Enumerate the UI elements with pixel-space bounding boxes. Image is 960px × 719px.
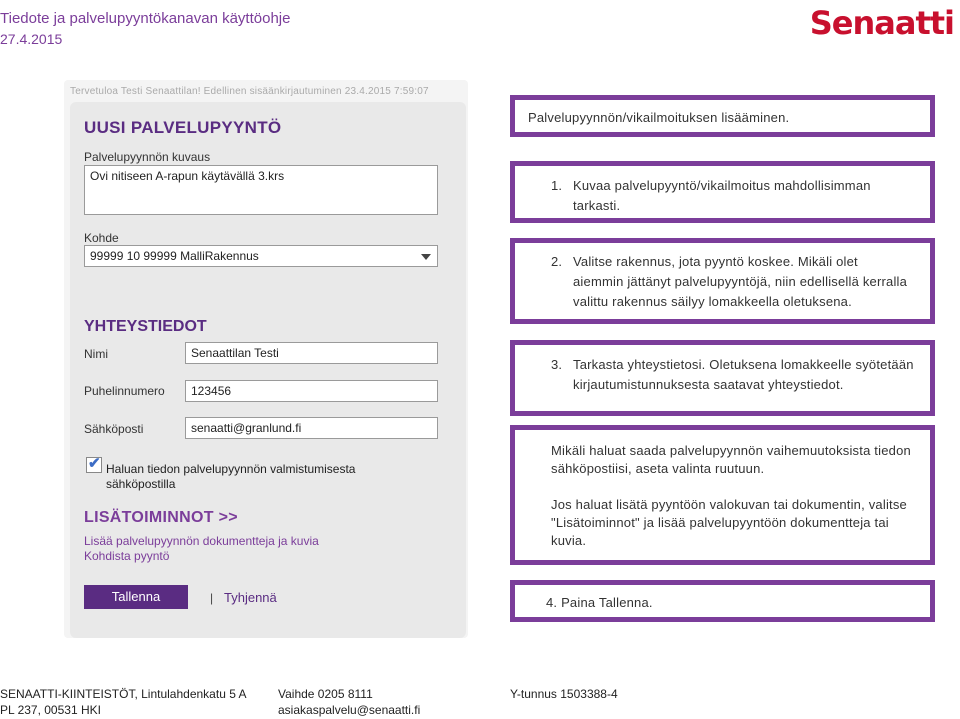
extra-actions-link[interactable]: LISÄTOIMINNOT >> <box>84 509 238 526</box>
step4-text: Paina Tallenna. <box>561 595 653 610</box>
name-label: Nimi <box>84 347 108 361</box>
target-label: Kohde <box>84 231 119 245</box>
document-title: Tiedote ja palvelupyyntökanavan käyttöohje <box>0 10 291 27</box>
step3-number: 3. <box>551 357 563 372</box>
callout-info <box>510 425 935 565</box>
notify-checkbox-label: Haluan tiedon palvelupyynnön valmistumisesta sähköpostilla <box>106 462 356 491</box>
step3-text: Tarkasta yhteystietosi. Oletuksena lomakkeelle syötetään kirjautumistunnuksesta saatavat yhteystiedot. <box>573 357 914 392</box>
email-label: Sähköposti <box>84 422 144 436</box>
welcome-text: Tervetuloa Testi Senaattilan! Edellinen sisäänkirjautuminen 23.4.2015 7:59:07 <box>70 86 429 97</box>
contact-heading: YHTEYSTIEDOT <box>84 318 207 335</box>
notify-checkbox[interactable] <box>86 457 102 473</box>
callout-intro-text: Palvelupyynnön/vikailmoituksen lisääminen. <box>528 110 790 125</box>
step1-number: 1. <box>551 178 563 193</box>
checkmark-icon: ✔ <box>88 455 101 472</box>
form-heading: UUSI PALVELUPYYNTÖ <box>84 118 282 137</box>
phone-field[interactable]: 123456 <box>185 380 438 402</box>
chevron-down-icon <box>421 254 431 260</box>
phone-label: Puhelinnumero <box>84 384 165 398</box>
button-separator: | <box>210 591 214 605</box>
step1-text: Kuvaa palvelupyyntö/vikailmoitus mahdollisimman tarkasti. <box>573 178 871 213</box>
save-button[interactable]: Tallenna <box>84 585 188 609</box>
footer-business-id: Y-tunnus 1503388-4 <box>510 687 618 701</box>
info1-text: Mikäli haluat saada palvelupyynnön vaihemuutoksista tiedon sähköpostiisi, aseta valinta ruutuun. <box>551 443 911 476</box>
footer-company: SENAATTI-KIINTEISTÖT, Lintulahdenkatu 5 A <box>0 687 247 701</box>
step4-number: 4. <box>546 595 558 610</box>
target-select[interactable] <box>84 245 438 267</box>
step2-text: Valitse rakennus, jota pyyntö koskee. Mikäli olet aiemmin jättänyt palvelupyyntöjä, niin edellisellä kerralla valittu rakennus säilyy lomakkeella oletuksena. <box>573 254 908 309</box>
step2-number: 2. <box>551 254 563 269</box>
description-label: Palvelupyynnön kuvaus <box>84 150 211 164</box>
callout-step1 <box>510 161 935 223</box>
name-field[interactable]: Senaattilan Testi <box>185 342 438 364</box>
senaatti-logo: Senaatti <box>809 4 954 42</box>
add-documents-link[interactable]: Lisää palvelupyynnön dokumentteja ja kuvia <box>84 534 319 548</box>
footer-email: asiakaspalvelu@senaatti.fi <box>278 703 421 717</box>
clear-button[interactable]: Tyhjennä <box>224 590 277 605</box>
target-select-value: 99999 10 99999 MalliRakennus <box>90 249 259 263</box>
callout-step4 <box>510 580 935 622</box>
callout-step2 <box>510 238 935 324</box>
callout-intro <box>510 95 935 137</box>
email-field[interactable]: senaatti@granlund.fi <box>185 417 438 439</box>
callout-step3 <box>510 340 935 416</box>
document-date: 27.4.2015 <box>0 31 63 47</box>
footer-phone: Vaihde 0205 8111 <box>278 687 373 701</box>
description-textarea[interactable]: Ovi nitiseen A-rapun käytävällä 3.krs <box>84 165 438 215</box>
info2-text: Jos haluat lisätä pyyntöön valokuvan tai dokumentin, valitse "Lisätoiminnot" ja lisää palvelupyyntöön dokumentteja tai kuvia. <box>551 497 907 548</box>
footer-address: PL 237, 00531 HKI <box>0 703 101 717</box>
target-request-link[interactable]: Kohdista pyyntö <box>84 549 170 563</box>
